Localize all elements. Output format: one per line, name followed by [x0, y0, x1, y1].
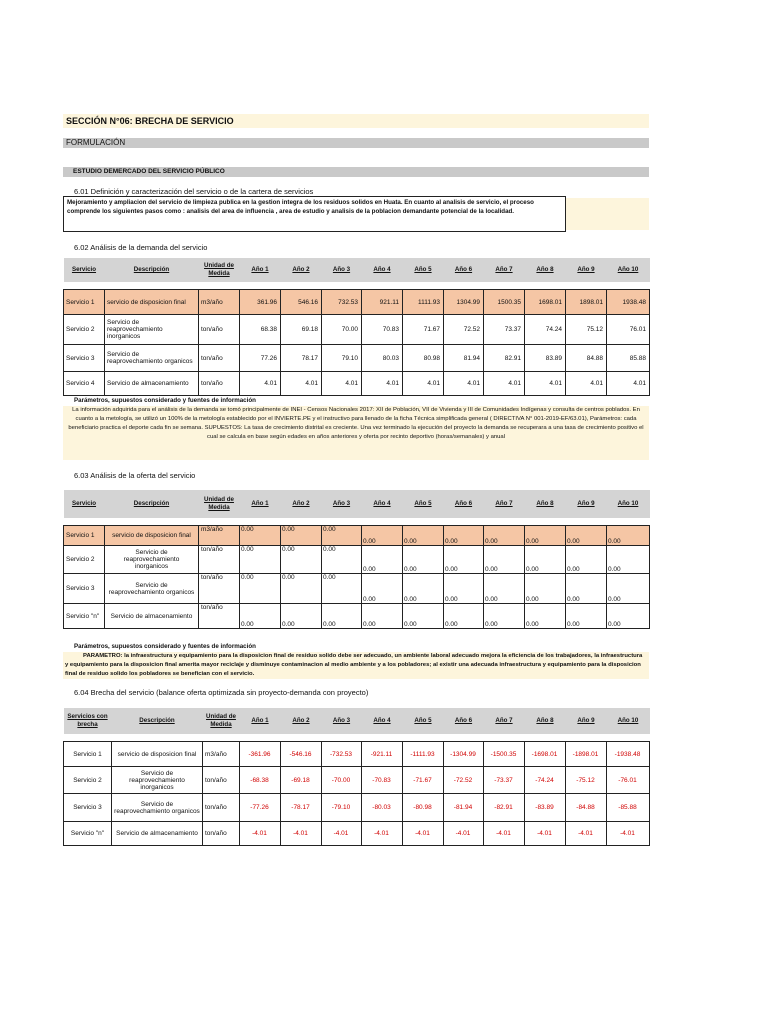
- description-cell: Servicio de reaprovechamiento organicos: [105, 345, 199, 372]
- value-cell: -74.24: [525, 767, 566, 794]
- service-cell: Servicio 2: [64, 315, 105, 345]
- header-cell: Año 5: [414, 717, 432, 724]
- value-cell: 4.01: [362, 372, 403, 396]
- value-cell: -4.01: [240, 822, 281, 846]
- header-cell: Servicio: [71, 500, 97, 507]
- value-cell: 0.00: [322, 604, 362, 629]
- header-cell: Año 3: [332, 500, 351, 507]
- header-cell: Año 2: [292, 500, 310, 507]
- header-cell: Año 6: [454, 717, 473, 724]
- header-cell: Año 1: [251, 717, 269, 724]
- value-cell: -4.01: [484, 822, 525, 846]
- value-cell: 76.01: [607, 315, 650, 345]
- value-cell: 0.00: [362, 604, 403, 629]
- value-cell: -72.52: [444, 767, 484, 794]
- value-cell: 0.00: [607, 526, 650, 546]
- value-cell: -82.91: [484, 794, 525, 822]
- value-cell: -361.96: [240, 742, 281, 767]
- header-cell: Unidad de Medida: [204, 262, 234, 277]
- value-cell: 0.00: [566, 604, 607, 629]
- value-cell: 0.00: [607, 574, 650, 604]
- unit-cell: m3/año: [199, 290, 240, 315]
- study-title: ESTUDIO DEMERCADO DEL SERVICIO PÚBLICO: [63, 167, 649, 177]
- s603-heading: 6.03 Análisis de la oferta del servicio: [74, 471, 196, 480]
- description-cell: Servicio de almacenamiento: [105, 604, 199, 629]
- value-cell: 0.00: [444, 546, 484, 574]
- value-cell: -1111.93: [403, 742, 444, 767]
- service-cell: Servicio "n": [64, 822, 112, 846]
- service-cell: Servicio 3: [64, 345, 105, 372]
- unit-cell: ton/año: [203, 822, 240, 846]
- header-cell: Año 4: [373, 500, 391, 507]
- value-cell: 0.00: [362, 526, 403, 546]
- value-cell: -732.53: [322, 742, 362, 767]
- header-cell: Servicios con brecha: [67, 713, 108, 728]
- value-cell: 85.88: [607, 345, 650, 372]
- header-cell: Año 9: [577, 717, 595, 724]
- s603-param-title: Parámetros, supuestos considerado y fuentes de información: [74, 643, 256, 650]
- value-cell: 77.26: [240, 345, 281, 372]
- header-cell: Descripción: [133, 266, 170, 273]
- s602-param-text: La información adquirida para el análisis de la demanda se tomó principalmente de INEI - Censos Nacionales 2017: XII de Población, VII de Vivienda y III de Comunidades Indígenas y consulta de centros poblados. En cuanto a la metología, se utilizó un 100% de la metología establecido por el INVIERTE.PE y el instructivo para llenado de la ficha Técnica simplificada general ( DIRECTIVA N° 001-2019-EF/63.01), Parámetros: cada beneficiario practica el deporte cada fin se semana. SUPUESTOS: La tasa de crecimiento distrital es creciente. Una vez terminado la ejecución del proyecto la demanda se recuperara a una tasa de crecimiento positivo el cual se calcula en base según edades en años anteriores y oferta por recinto deportivo (horas/semanales) y anual: [63, 406, 649, 460]
- value-cell: 4.01: [240, 372, 281, 396]
- table-row: [64, 290, 650, 315]
- header-cell: Servicio: [71, 266, 97, 273]
- description-cell: servicio de disposicion final: [112, 742, 203, 767]
- value-cell: 0.00: [281, 526, 322, 546]
- value-cell: -80.03: [362, 794, 403, 822]
- s601-text: Mejoramiento y ampliacion del servicio de limpieza publica en la gestion integra de los residuos solidos en Huata. En cuanto al analisis de servicio, el proceso comprende los siguientes pasos como : analisis del area de influencia , area de estudio y analisis de la poblacion demandante potencial de la localidad.: [63, 196, 566, 232]
- value-cell: 0.00: [403, 574, 444, 604]
- value-cell: 4.01: [566, 372, 607, 396]
- value-cell: 0.00: [444, 526, 484, 546]
- header-cell: Año 6: [454, 266, 473, 273]
- demand-table: [63, 258, 650, 396]
- header-cell: Año 4: [373, 266, 391, 273]
- value-cell: -921.11: [362, 742, 403, 767]
- value-cell: 0.00: [566, 526, 607, 546]
- value-cell: 0.00: [484, 574, 525, 604]
- table-row: [64, 345, 650, 372]
- value-cell: 0.00: [444, 604, 484, 629]
- s601-heading: 6.01 Definición y caracterización del servicio o de la cartera de servicios: [74, 187, 314, 196]
- value-cell: 1898.01: [566, 290, 607, 315]
- value-cell: 0.00: [362, 546, 403, 574]
- value-cell: 0.00: [444, 574, 484, 604]
- value-cell: -85.88: [607, 794, 650, 822]
- header-cell: Año 10: [617, 717, 639, 724]
- value-cell: 0.00: [484, 526, 525, 546]
- unit-cell: ton/año: [203, 767, 240, 794]
- service-cell: Servicio 3: [64, 574, 105, 604]
- supply-table: [63, 490, 650, 629]
- service-cell: Servicio 1: [64, 290, 105, 315]
- description-cell: Servicio de reaprovechamiento organicos: [105, 574, 199, 604]
- table-row: [64, 574, 650, 604]
- value-cell: -4.01: [444, 822, 484, 846]
- unit-cell: m3/año: [199, 526, 240, 546]
- service-cell: Servicio 1: [64, 526, 105, 546]
- value-cell: 78.17: [281, 345, 322, 372]
- header-cell: Año 5: [414, 500, 432, 507]
- header-cell: Año 9: [577, 266, 595, 273]
- value-cell: -4.01: [566, 822, 607, 846]
- value-cell: 75.12: [566, 315, 607, 345]
- value-cell: 0.00: [403, 526, 444, 546]
- value-cell: 0.00: [525, 604, 566, 629]
- header-cell: Año 7: [495, 266, 513, 273]
- supply-header-row: [64, 490, 650, 518]
- value-cell: 0.00: [322, 546, 362, 574]
- value-cell: 0.00: [566, 546, 607, 574]
- value-cell: 0.00: [322, 574, 362, 604]
- value-cell: 74.24: [525, 315, 566, 345]
- service-cell: Servicio "n": [64, 604, 105, 629]
- value-cell: 0.00: [240, 604, 281, 629]
- value-cell: -79.10: [322, 794, 362, 822]
- value-cell: -73.37: [484, 767, 525, 794]
- value-cell: 0.00: [525, 546, 566, 574]
- value-cell: 0.00: [281, 574, 322, 604]
- value-cell: -546.16: [281, 742, 322, 767]
- s602-param-title: Parámetros, supuestos considerado y fuentes de información: [74, 397, 256, 404]
- value-cell: 82.91: [484, 345, 525, 372]
- value-cell: 0.00: [240, 526, 281, 546]
- service-cell: Servicio 3: [64, 794, 112, 822]
- value-cell: 0.00: [484, 546, 525, 574]
- value-cell: -4.01: [362, 822, 403, 846]
- value-cell: 0.00: [240, 574, 281, 604]
- unit-cell: ton/año: [199, 604, 240, 629]
- value-cell: 4.01: [403, 372, 444, 396]
- value-cell: 0.00: [525, 526, 566, 546]
- header-cell: Año 8: [536, 717, 554, 724]
- unit-cell: ton/año: [199, 345, 240, 372]
- table-row: [64, 822, 650, 846]
- value-cell: 921.11: [362, 290, 403, 315]
- value-cell: 4.01: [322, 372, 362, 396]
- value-cell: 71.67: [403, 315, 444, 345]
- unit-cell: ton/año: [199, 546, 240, 574]
- value-cell: -77.26: [240, 794, 281, 822]
- value-cell: 0.00: [281, 604, 322, 629]
- description-cell: servicio de disposicion final: [105, 290, 199, 315]
- s603-param-text: PARAMETRO: la infraestructura y equipamiento para la disposicion final de residuo solido debe ser adecuado, un ambiente laboral adecuado mejora la eficiencia de los trabajadores, la infraestructura y equipamiento para la disposicion final amerita mayor reciclaje y disminuye contaminacion al medio ambiente y a los pobladores; al existir una adecuada infraestructura y equipamiento para la disposicion final de residuo solido los pobladores se benefician con el servicio.: [63, 652, 649, 679]
- value-cell: 1111.93: [403, 290, 444, 315]
- value-cell: -4.01: [322, 822, 362, 846]
- value-cell: 80.03: [362, 345, 403, 372]
- value-cell: 0.00: [607, 546, 650, 574]
- header-cell: Año 7: [495, 500, 513, 507]
- value-cell: 0.00: [525, 574, 566, 604]
- header-cell: Unidad de Medida: [206, 713, 236, 728]
- value-cell: 69.18: [281, 315, 322, 345]
- service-cell: Servicio 2: [64, 767, 112, 794]
- value-cell: 1698.01: [525, 290, 566, 315]
- s601-side-fill: [566, 198, 649, 230]
- value-cell: 0.00: [403, 604, 444, 629]
- value-cell: 0.00: [607, 604, 650, 629]
- value-cell: -4.01: [403, 822, 444, 846]
- description-cell: Servicio de almacenamiento: [112, 822, 203, 846]
- description-cell: Servicio de reaprovechamiento organicos: [112, 794, 203, 822]
- formulation-title: FORMULACIÓN: [63, 138, 649, 148]
- table-row: [64, 546, 650, 574]
- header-cell: Año 1: [251, 266, 269, 273]
- value-cell: 4.01: [607, 372, 650, 396]
- description-cell: Servicio de almacenamiento: [105, 372, 199, 396]
- unit-cell: ton/año: [203, 794, 240, 822]
- value-cell: 1938.48: [607, 290, 650, 315]
- header-cell: Año 4: [373, 717, 391, 724]
- value-cell: -68.38: [240, 767, 281, 794]
- gap-table: [63, 708, 650, 846]
- value-cell: 4.01: [444, 372, 484, 396]
- value-cell: -81.94: [444, 794, 484, 822]
- value-cell: -83.89: [525, 794, 566, 822]
- value-cell: 1500.35: [484, 290, 525, 315]
- header-cell: Descripción: [139, 717, 175, 724]
- s602-heading: 6.02 Análisis de la demanda del servicio: [74, 243, 208, 252]
- value-cell: -1500.35: [484, 742, 525, 767]
- value-cell: 70.00: [322, 315, 362, 345]
- gap-header-row: [64, 708, 650, 734]
- value-cell: 0.00: [322, 526, 362, 546]
- header-cell: Año 9: [577, 500, 595, 507]
- header-cell: Año 6: [454, 500, 473, 507]
- value-cell: 81.94: [444, 345, 484, 372]
- table-row: [64, 604, 650, 629]
- value-cell: -78.17: [281, 794, 322, 822]
- unit-cell: ton/año: [199, 372, 240, 396]
- unit-cell: ton/año: [199, 315, 240, 345]
- value-cell: 80.98: [403, 345, 444, 372]
- value-cell: -76.01: [607, 767, 650, 794]
- table-row: [64, 315, 650, 345]
- value-cell: 0.00: [281, 546, 322, 574]
- header-cell: Año 8: [536, 500, 554, 507]
- description-cell: servicio de disposicion final: [105, 526, 199, 546]
- value-cell: 0.00: [484, 604, 525, 629]
- table-row: [64, 526, 650, 546]
- value-cell: 4.01: [281, 372, 322, 396]
- service-cell: Servicio 2: [64, 546, 105, 574]
- value-cell: -1304.99: [444, 742, 484, 767]
- value-cell: 4.01: [525, 372, 566, 396]
- demand-header-row: [64, 258, 650, 282]
- section-title: SECCIÓN N°06: BRECHA DE SERVICIO: [63, 114, 649, 128]
- value-cell: 83.89: [525, 345, 566, 372]
- unit-cell: m3/año: [203, 742, 240, 767]
- header-cell: Año 3: [332, 266, 351, 273]
- value-cell: -4.01: [281, 822, 322, 846]
- value-cell: 4.01: [484, 372, 525, 396]
- value-cell: -1698.01: [525, 742, 566, 767]
- value-cell: 73.37: [484, 315, 525, 345]
- value-cell: -70.00: [322, 767, 362, 794]
- table-row: [64, 742, 650, 767]
- header-cell: Año 2: [292, 266, 310, 273]
- value-cell: -1898.01: [566, 742, 607, 767]
- service-cell: Servicio 4: [64, 372, 105, 396]
- value-cell: 0.00: [566, 574, 607, 604]
- value-cell: 79.10: [322, 345, 362, 372]
- value-cell: -4.01: [607, 822, 650, 846]
- value-cell: 361.96: [240, 290, 281, 315]
- value-cell: 70.83: [362, 315, 403, 345]
- header-cell: Año 1: [251, 500, 269, 507]
- header-cell: Año 3: [332, 717, 351, 724]
- s604-heading: 6.04 Brecha del servicio (balance oferta optimizada sin proyecto-demanda con proyecto): [74, 688, 369, 697]
- header-cell: Año 7: [495, 717, 513, 724]
- header-cell: Descripción: [133, 500, 170, 507]
- value-cell: -71.67: [403, 767, 444, 794]
- value-cell: -70.83: [362, 767, 403, 794]
- description-cell: Servicio de reaprovechamiento inorganicos: [105, 546, 199, 574]
- value-cell: 0.00: [362, 574, 403, 604]
- header-cell: Unidad de Medida: [204, 496, 234, 511]
- value-cell: 72.52: [444, 315, 484, 345]
- value-cell: -1938.48: [607, 742, 650, 767]
- value-cell: 732.53: [322, 290, 362, 315]
- value-cell: -69.18: [281, 767, 322, 794]
- header-cell: Año 8: [536, 266, 554, 273]
- value-cell: 1304.99: [444, 290, 484, 315]
- value-cell: 68.38: [240, 315, 281, 345]
- unit-cell: ton/año: [199, 574, 240, 604]
- value-cell: 0.00: [403, 546, 444, 574]
- header-cell: Año 2: [292, 717, 310, 724]
- description-cell: Servicio de reaprovechamiento inorganicos: [105, 315, 199, 345]
- service-cell: Servicio 1: [64, 742, 112, 767]
- table-row: [64, 794, 650, 822]
- header-cell: Año 10: [617, 500, 639, 507]
- header-cell: Año 10: [617, 266, 639, 273]
- value-cell: -4.01: [525, 822, 566, 846]
- value-cell: -80.98: [403, 794, 444, 822]
- value-cell: 0.00: [240, 546, 281, 574]
- table-row: [64, 372, 650, 396]
- value-cell: -75.12: [566, 767, 607, 794]
- description-cell: Servicio de reaprovechamiento inorganicos: [112, 767, 203, 794]
- value-cell: 84.88: [566, 345, 607, 372]
- value-cell: 546.16: [281, 290, 322, 315]
- value-cell: -84.88: [566, 794, 607, 822]
- header-cell: Año 5: [414, 266, 432, 273]
- table-row: [64, 767, 650, 794]
